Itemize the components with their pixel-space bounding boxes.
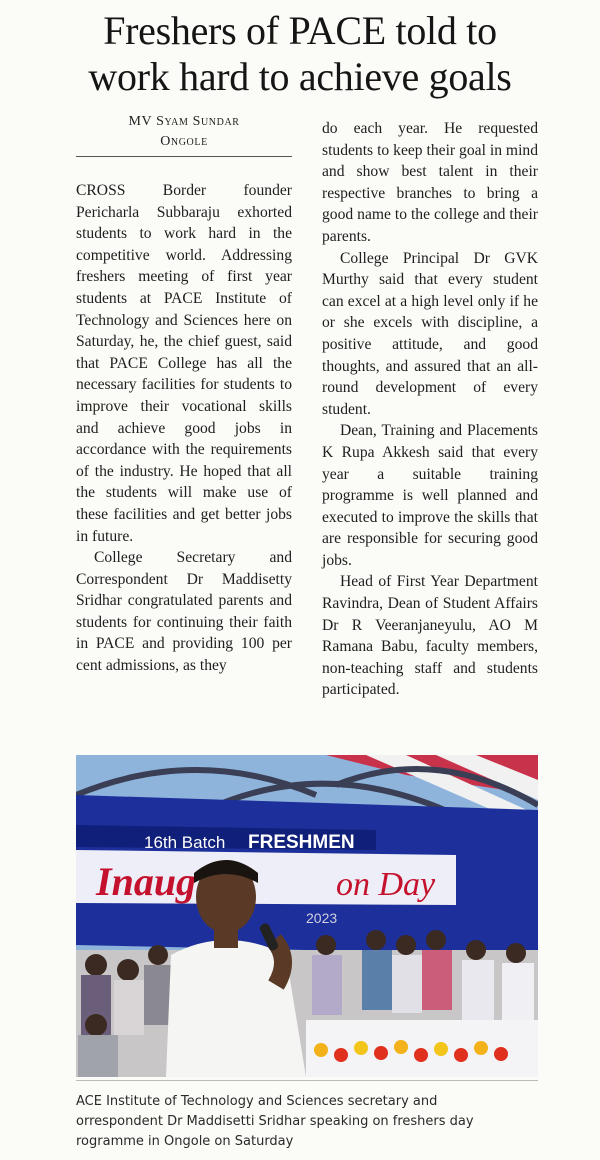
stage-table [306,1020,538,1077]
byline-divider [76,156,292,157]
paragraph-4: Dean, Training and Placements K Rupa Akkesh said that every year a suitable training programme is well planned and executed to improve the skills that are responsible for securing good jobs. [322,422,538,569]
photo-caption [76,1092,546,1152]
paragraph-5: Head of First Year Department Ravindra, Dean of Student Affairs Dr R Veeranjaneyulu, AO M Ramana Babu, faculty members, non-teaching staff and students participated. [322,573,538,699]
caption-line-2: orrespondent Dr Maddisetti Sridhar speaking on freshers day [76,1114,474,1129]
banner-title-tail-text: on Day [336,866,436,903]
byline-place: Ongole [160,134,208,149]
paragraph-1: CROSS Border founder Pericharla Subbaraju exhorted students to work hard in the competitive world. Addressing freshers meeting of first year students at PACE Institute of Technology and Sciences here on Saturday, he, the chief guest, said that PACE College has all the necessary facilities for students to improve their vocational skills and achieve good jobs in accordance with the requirements of the industry. He hoped that all the students will make use of these facilities and get better jobs in future. [76,182,292,545]
banner-year-text: 2023 [306,910,338,926]
headline-line-2: work hard to achieve goals [88,54,512,99]
article-column-2 [322,118,538,701]
banner-title-text: Inaug [96,859,197,904]
headline [0,8,600,100]
caption-line-1: ACE Institute of Technology and Sciences secretary and [76,1094,438,1109]
byline-name: MV Syam Sundar [128,114,240,129]
paragraph-2: College Secretary and Correspondent Dr Maddisetty Sridhar congratulated parents and students for continuing their faith in PACE and providing 100 per cent admissions, as they [76,549,292,675]
paragraph-2-continued: do each year. He requested students to keep their goal in mind and show best talent in their respective branches to bring a good name to the college and their parents. [322,120,538,245]
banner-freshmen-text: FRESHMEN [248,832,355,853]
article-column-1 [76,180,292,677]
event-photo-illustration [76,755,538,1077]
banner-batch-text: 16th Batch [144,833,226,852]
stage-banner [76,795,538,955]
caption-line-3: rogramme in Ongole on Saturday [76,1134,294,1149]
headline-line-1: Freshers of PACE told to [103,8,497,53]
paragraph-3: College Principal Dr GVK Murthy said that every student can excel at a high level only if he or she excels with discipline, a positive attitude, and good thoughts, and assured that an all-round development of every student. [322,249,538,418]
caption-divider [76,1080,538,1081]
byline [76,112,292,152]
event-photo [76,755,538,1077]
